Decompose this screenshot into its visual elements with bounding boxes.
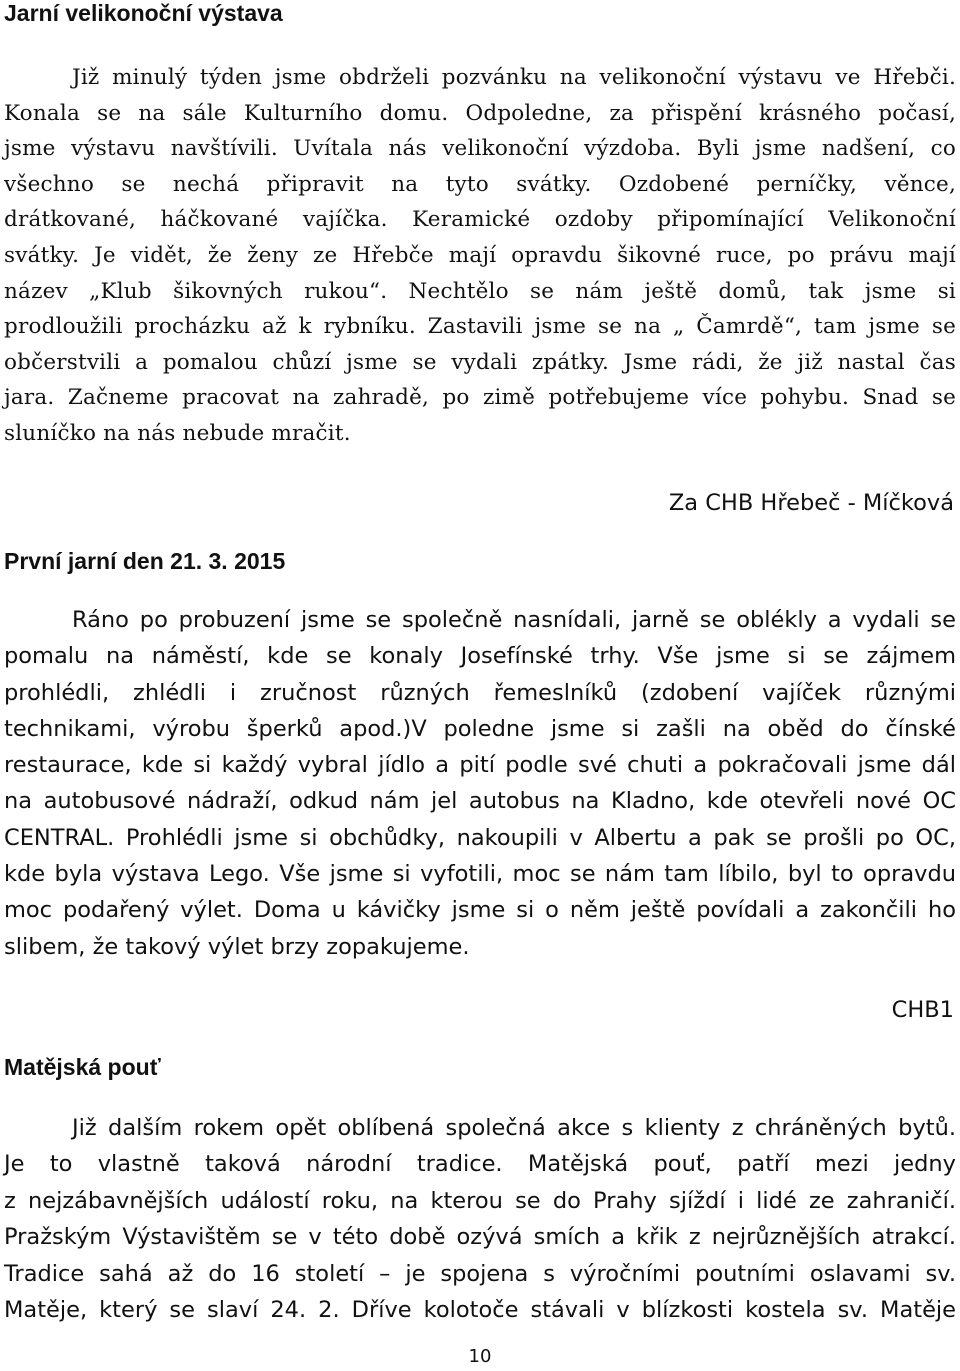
paragraph-line: z nejzábavnějších událostí roku, na kterou se do Prahy sjíždí i lidé ze zahraničí. (4, 1187, 956, 1214)
section-body (4, 602, 956, 965)
section-body (4, 60, 956, 452)
paragraph-line: Již minulý týden jsme obdrželi pozvánku na velikonoční výstavu ve Hřebči. (72, 65, 956, 90)
paragraph-line: jara. Začneme pracovat na zahradě, po zimě potřebujeme více pohybu. Snad se (4, 385, 956, 411)
page-number: 10 (468, 1346, 492, 1367)
paragraph-line: moc podařený výlet. Doma u kávičky jsme si o něm ještě povídali a zakončili ho (4, 897, 956, 924)
paragraph-line: drátkované, háčkované vajíčka. Keramické ozdoby připomínající Velikonoční (4, 207, 956, 233)
signature: CHB1 (891, 997, 954, 1023)
paragraph-line: kde byla výstava Lego. Vše jsme si vyfotili, moc se nám tam líbilo, byl to opravdu (4, 861, 956, 888)
signature: Za CHB Hřebeč - Míčková (668, 490, 954, 516)
paragraph-line: prodloužili procházku až k rybníku. Zastavili jsme se na „ Čamrdě“, tam jsme se (4, 314, 956, 340)
paragraph-line: sluníčko na nás nebude mračit. (4, 420, 351, 446)
paragraph-line: Pražským Výstavištěm se v této době ozývá smích a křik z nejrůznějších atrakcí. (4, 1224, 956, 1251)
section-title: První jarní den 21. 3. 2015 (4, 548, 286, 574)
paragraph-line: jsme výstavu navštívili. Uvítala nás velikonoční výzdoba. Byli jsme nadšení, co (4, 136, 956, 162)
paragraph-line: Matěje, který se slaví 24. 2. Dříve kolotoče stávali v blízkosti kostela sv. Matěje (4, 1297, 956, 1324)
paragraph-line: restaurace, kde si každý vybral jídlo a pití podle své chuti a pokračovali jsme dál (4, 752, 956, 779)
section-title: Jarní velikonoční výstava (4, 0, 283, 26)
paragraph-line: slibem, že takový výlet brzy zopakujeme. (4, 933, 470, 960)
paragraph-line: Je to vlastně taková národní tradice. Matějská pouť, patří mezi jedny (4, 1151, 956, 1178)
paragraph-line: Již dalším rokem opět oblíbená společná akce s klienty z chráněných bytů. (72, 1115, 956, 1141)
paragraph-line: svátky. Je vidět, že ženy ze Hřebče mají opravdu šikovné ruce, po právu mají (4, 242, 956, 268)
paragraph-line: prohlédli, zhlédli i zručnost různých řemeslníků (zdobení vajíček různými (4, 679, 956, 706)
paragraph-line: název „Klub šikovných rukou“. Nechtělo se nám ještě domů, tak jsme si (4, 278, 956, 304)
paragraph-line: Tradice sahá až do 16 století – je spojena s výročními poutními oslavami sv. (4, 1260, 956, 1287)
paragraph-line: občerstvili a pomalou chůzí jsme se vydali zpátky. Jsme rádi, že již nastal čas (4, 349, 956, 375)
paragraph-line: všechno se nechá připravit na tyto svátky. Ozdobené perníčky, věnce, (4, 171, 956, 197)
paragraph-line: na autobusové nádraží, odkud nám jel autobus na Kladno, kde otevřeli nové OC (4, 788, 956, 815)
paragraph-line: Konala se na sále Kulturního domu. Odpoledne, za přispění krásného počasí, (4, 100, 956, 126)
paragraph-line: CENTRAL. Prohlédli jsme si obchůdky, nakoupili v Albertu a pak se prošli po OC, (4, 824, 956, 851)
paragraph-line: Ráno po probuzení jsme se společně nasnídali, jarně se oblékly a vydali se (72, 607, 956, 633)
section-title: Matějská pouť (4, 1054, 161, 1080)
paragraph-line: technikami, výrobu šperků apod.)V poledne jsme si zašli na oběd do čínské (4, 715, 956, 742)
paragraph-line: pomalu na náměstí, kde se konaly Josefínské trhy. Vše jsme si se zájmem (4, 643, 956, 670)
section-body (4, 1110, 956, 1328)
